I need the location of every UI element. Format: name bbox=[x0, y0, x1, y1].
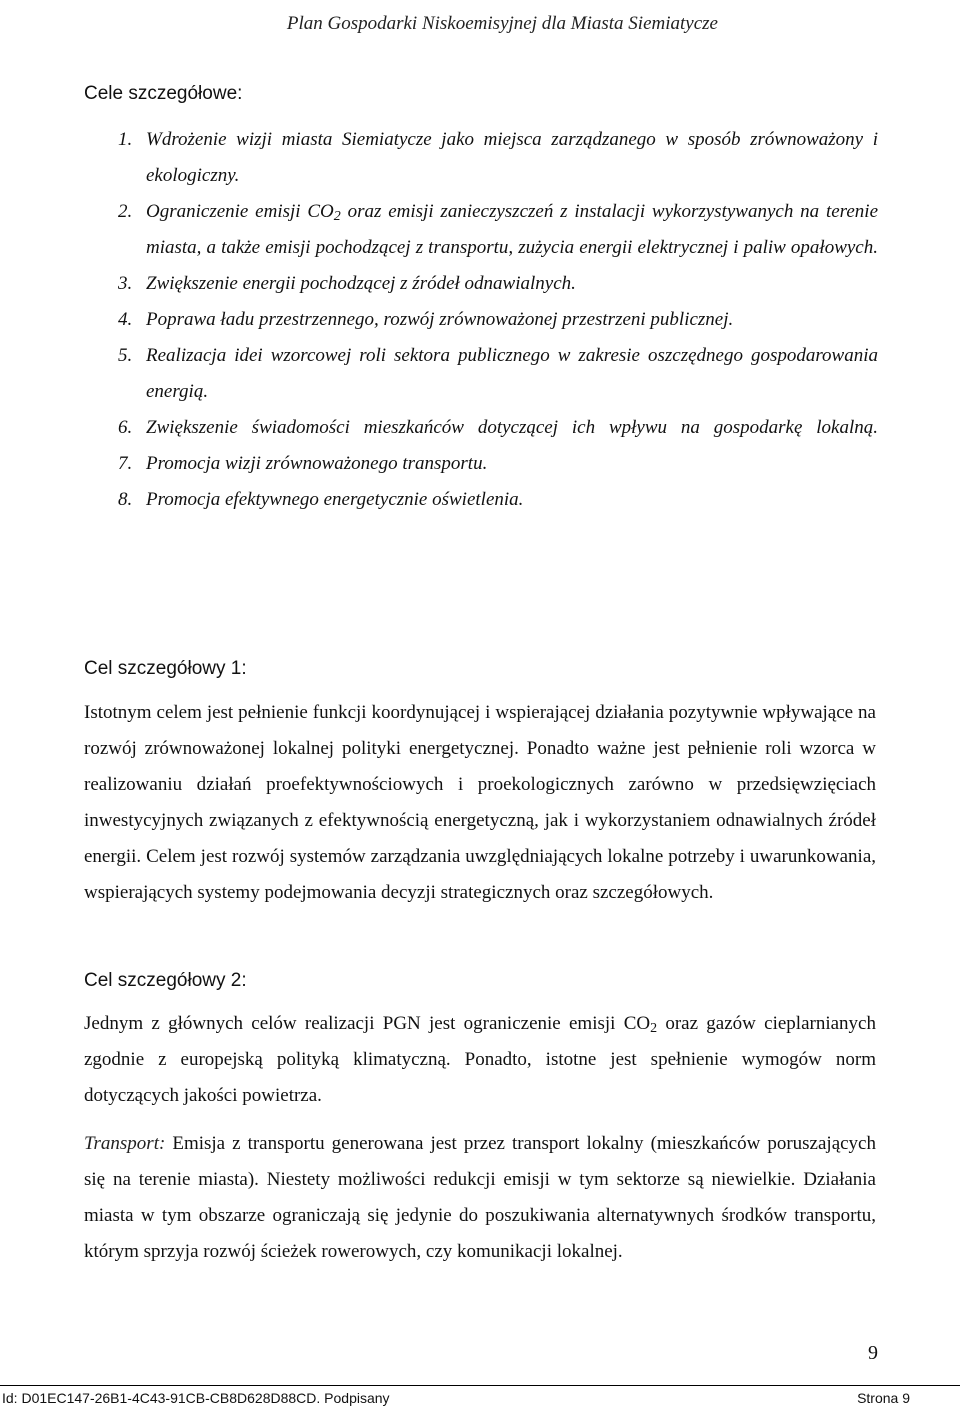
transport-paragraph: Transport: Emisja z transportu generowana jest przez transport lokalny (mieszkańców poruszających się na terenie miasta). Niestety możliwości redukcji emisji w tym sektorze są niewielkie. Działania miasta w tym obszarze ograniczają się jedynie do poszukiwania alternatywnych środków transportu, którym sprzyja rozwój ścieżek rowerowych, czy komunikacji lokalnej. bbox=[84, 1133, 876, 1262]
goals-list bbox=[84, 122, 878, 518]
section-1-heading: Cel szczegółowy 1: bbox=[84, 658, 247, 679]
footer-page-label: Strona 9 bbox=[857, 1390, 910, 1406]
transport-label: Transport: bbox=[84, 1133, 166, 1154]
section-2-heading: Cel szczegółowy 2: bbox=[84, 970, 247, 991]
goal-item-2: 2. Ograniczenie emisji $CO_2$ oraz emisji zanieczyszczeń z instalacji wykorzystywanych na terenie miasta, a także emisji pochodzącej z transportu, zużycia energii elektrycznej i paliw opałowych. bbox=[118, 201, 879, 258]
goal-item-7: 7. Promocja wizji zrównoważonego transportu. bbox=[118, 453, 488, 474]
goals-intro-heading: Cele szczegółowe: bbox=[84, 83, 243, 104]
goal-item-4: 4. Poprawa ładu przestrzennego, rozwój zrównoważonej przestrzeni publicznej. bbox=[118, 309, 734, 330]
goal-item-8: 8. Promocja efektywnego energetycznie oświetlenia. bbox=[118, 489, 524, 510]
page-header-title: Plan Gospodarki Niskoemisyjnej dla Miasta Siemiatycze bbox=[286, 13, 718, 34]
footer-divider bbox=[0, 1385, 960, 1386]
footer-document-id: Id: D01EC147-26B1-4C43-91CB-CB8D628D88CD. Podpisany bbox=[2, 1390, 390, 1406]
goal-item-5: 5. Realizacja idei wzorcowej roli sektora publicznego w zakresie oszczędnego gospodarowania energią. bbox=[118, 345, 878, 402]
goal-item-1: 1. Wdrożenie wizji miasta Siemiatycze jako miejsca zarządzanego w sposób zrównoważony i ekologiczny. bbox=[118, 129, 878, 186]
goal-item-6: 6. Zwiększenie świadomości mieszkańców dotyczącej ich wpływu na gospodarkę lokalną. bbox=[118, 417, 878, 438]
goal-item-3: 3. Zwiększenie energii pochodzącej z źródeł odnawialnych. bbox=[118, 273, 576, 294]
section-2-body: Jednym z głównych celów realizacji PGN jest ograniczenie emisji $CO_2$ oraz gazów cieplarnianych zgodnie z europejską polityką klimatyczną. Ponadto, istotne jest spełnienie wymogów norm dotyczących jakości powietrza. bbox=[84, 1013, 876, 1106]
page-number: 9 bbox=[868, 1342, 878, 1364]
section-1-body: Istotnym celem jest pełnienie funkcji koordynującej i wspierającej działania pozytywnie wpływające na rozwój zrównoważonej lokalnej polityki energetycznej. Ponadto ważne jest pełnienie roli wzorca w realizowaniu działań proefektywnościowych i proekologicznych zarówno w przedsięwzięciach inwestycyjnych związanych z efektywnością energetyczną, jak i wykorzystaniem odnawialnych źródeł energii. Celem jest rozwój systemów zarządzania uwzględniających lokalne potrzeby i uwarunkowania, wspierających systemy podejmowania decyzji strategicznych oraz szczegółowych. bbox=[84, 702, 876, 903]
